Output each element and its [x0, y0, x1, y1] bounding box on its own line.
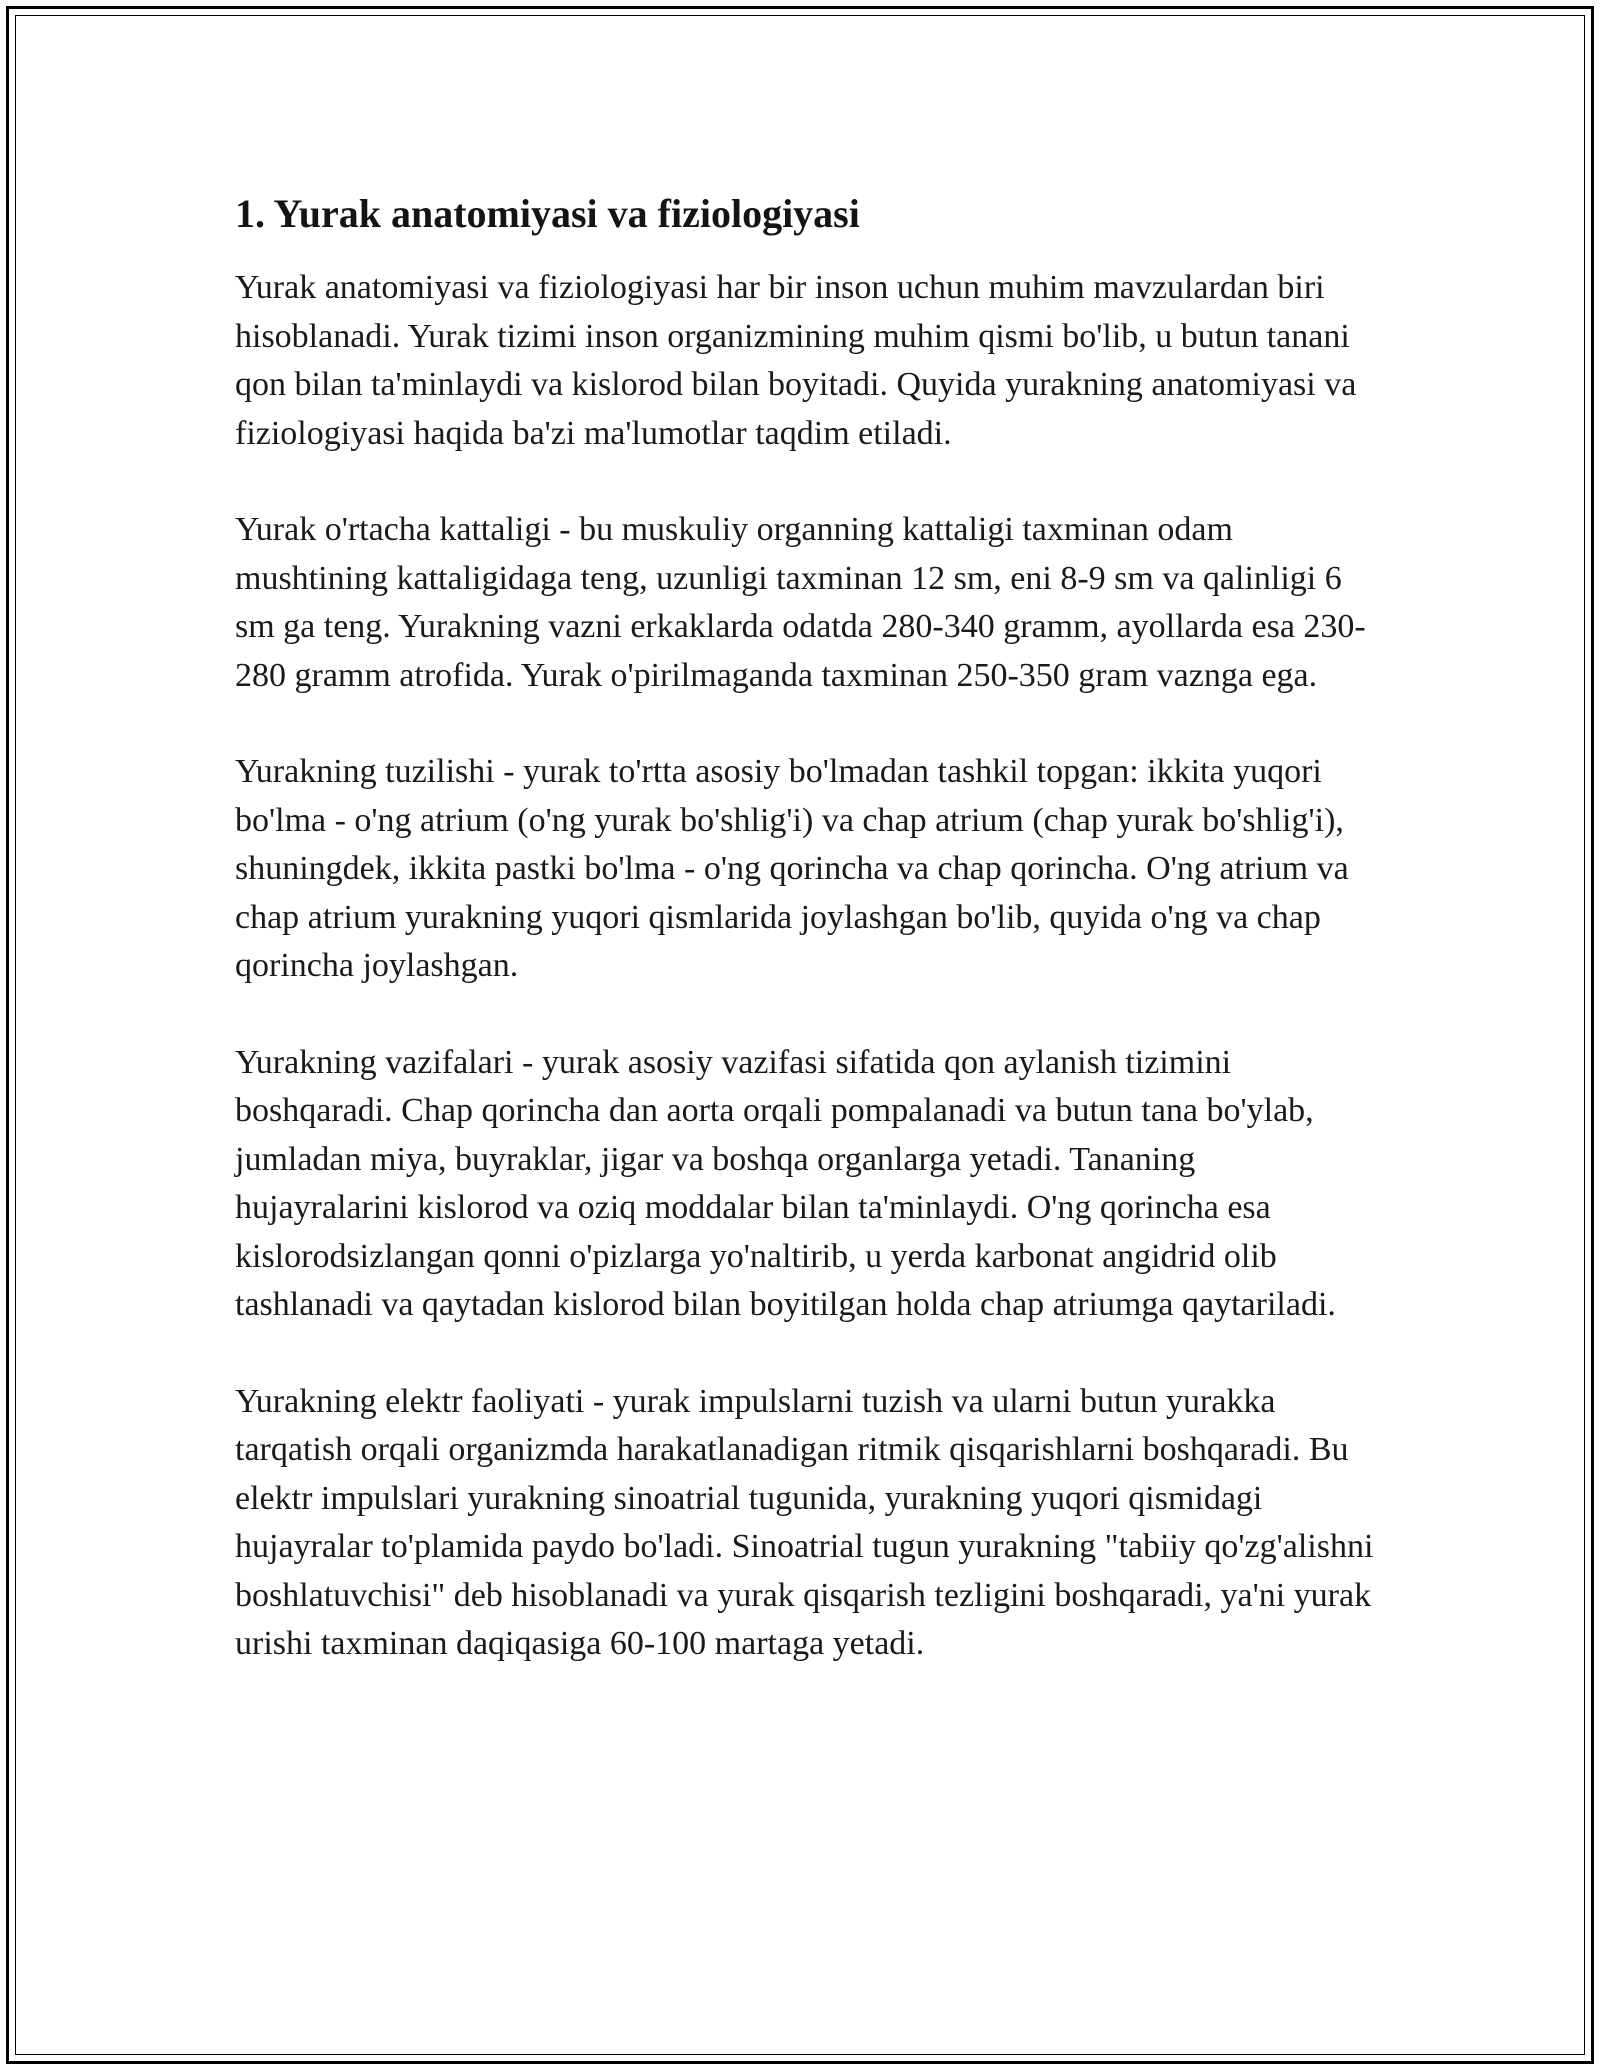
document-body [235, 186, 1375, 1669]
paragraph-heart-functions: Yurakning vazifalari - yurak asosiy vazifasi sifatida qon aylanish tizimini boshqaradi. Chap qorincha dan aorta orqali pompalanadi va butun tana bo'ylab, jumladan miya, buyraklar, jigar va boshqa organlarga yetadi. Tananing hujayralarini kislorod va oziq moddalar bilan ta'minlaydi. O'ng qorincha esa kislorodsizlangan qonni o'pizlarga yo'naltirib, u yerda karbonat angidrid olib tashlanadi va qaytadan kislorod bilan boyitilgan holda chap atriumga qaytariladi. [235, 1043, 1336, 1323]
paragraph-heart-structure: Yurakning tuzilishi - yurak to'rtta asosiy bo'lmadan tashkil topgan: ikkita yuqori bo'lma - o'ng atrium (o'ng yurak bo'shlig'i) va chap atrium (chap yurak bo'shlig'i), shuningdek, ikkita pastki bo'lma - o'ng qorincha va chap qorincha. O'ng atrium va chap atrium yurakning yuqori qismlarida joylashgan bo'lib, quyida o'ng va chap qorincha joylashgan. [235, 753, 1349, 984]
paragraph-electrical-activity: Yurakning elektr faoliyati - yurak impulslarni tuzish va ularni butun yurakka tarqatish orqali organizmda harakatlanadigan ritmik qisqarishlarni boshqaradi. Bu elektr impulslari yurakning sinoatrial tugunida, yurakning yuqori qismidagi hujayralar to'plamida paydo bo'ladi. Sinoatrial tugun yurakning "tabiiy qo'zg'alishni boshlatuvchisi" deb hisoblanadi va yurak qisqarish tezligini boshqaradi, ya'ni yurak urishi taxminan daqiqasiga 60-100 martaga yetadi. [235, 1382, 1374, 1662]
page-title: 1. Yurak anatomiyasi va fiziologiyasi [235, 191, 860, 236]
paragraph-heart-size: Yurak o'rtacha kattaligi - bu muskuliy organning kattaligi taxminan odam mushtining kattaligidaga teng, uzunligi taxminan 12 sm, eni 8-9 sm va qalinligi 6 sm ga teng. Yurakning vazni erkaklarda odatda 280-340 gramm, ayollarda esa 230-280 gramm atrofida. Yurak o'pirilmaganda taxminan 250-350 gram vaznga ega. [235, 511, 1366, 694]
paragraph-intro: Yurak anatomiyasi va fiziologiyasi har bir inson uchun muhim mavzulardan biri hisoblanadi. Yurak tizimi inson organizmining muhim qismi bo'lib, u butun tanani qon bilan ta'minlaydi va kislorod bilan boyitadi. Quyida yurakning anatomiyasi va fiziologiyasi haqida ba'zi ma'lumotlar taqdim etiladi. [235, 269, 1357, 452]
